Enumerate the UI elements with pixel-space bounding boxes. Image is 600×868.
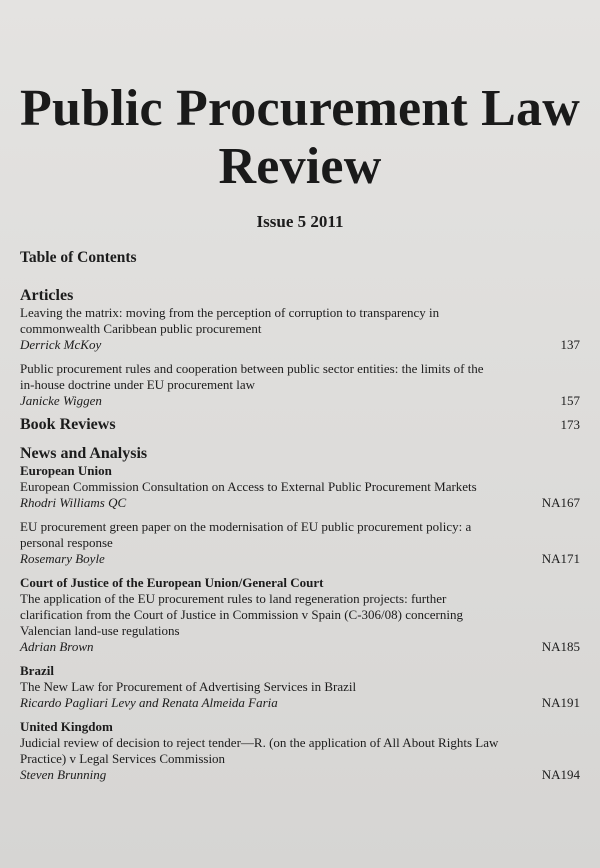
entry-page-number: 157 [560, 393, 580, 408]
entry-author: Derrick McKoy [20, 337, 102, 352]
book-reviews-page-number: 173 [560, 417, 580, 432]
journal-title-line2: Review [218, 138, 382, 195]
entry-author: Rosemary Boyle [20, 551, 105, 566]
entry-title: Public procurement rules and cooperation between public sector entities: the limits of the in-house doctrine under EU procurement law [20, 361, 484, 392]
news-group-heading: Brazil [20, 663, 54, 678]
entry-title: European Commission Consultation on Access to External Public Procurement Markets [20, 479, 477, 494]
journal-title [0, 80, 600, 196]
entry-title: EU procurement green paper on the modernisation of EU public procurement policy: a personal response [20, 519, 472, 550]
entry-title: The New Law for Procurement of Advertising Services in Brazil [20, 679, 357, 694]
toc-entry [20, 591, 580, 655]
issue-label: Issue 5 2011 [256, 212, 344, 231]
entry-title: Leaving the matrix: moving from the perception of corruption to transparency in commonwealth Caribbean public procurement [20, 305, 440, 336]
entry-author: Rhodri Williams QC [20, 495, 127, 510]
entry-page-number: NA171 [541, 551, 580, 566]
news-group-heading: Court of Justice of the European Union/General Court [20, 575, 324, 590]
toc-entry [20, 519, 580, 567]
entry-author: Janicke Wiggen [20, 393, 102, 408]
book-reviews-row [20, 415, 580, 434]
toc-entry [20, 479, 580, 511]
news-heading: News and Analysis [20, 445, 148, 462]
toc-entry [20, 361, 580, 409]
entry-title: The application of the EU procurement rules to land regeneration projects: further clarification from the Court of Justice in Commission v Spain (C-306/08) concerning Valencian land-use regulations [20, 591, 464, 638]
journal-title-line1: Public Procurement Law [20, 80, 580, 137]
entry-page-number: NA194 [541, 767, 580, 782]
entry-page-number: NA167 [541, 495, 580, 510]
entry-page-number: 137 [560, 337, 580, 352]
book-reviews-heading: Book Reviews [20, 416, 116, 433]
toc-content [20, 286, 580, 783]
entry-title: Judicial review of decision to reject tender—R. (on the application of All About Rights Law Practice) v Legal Services Commission [20, 735, 499, 766]
entry-page-number: NA185 [541, 639, 580, 654]
toc-entry [20, 679, 580, 711]
entry-page-number: NA191 [541, 695, 580, 710]
toc-entry [20, 735, 580, 783]
news-group-heading: United Kingdom [20, 719, 113, 734]
toc-heading: Table of Contents [20, 249, 137, 266]
entry-author: Adrian Brown [20, 639, 94, 654]
entry-author: Steven Brunning [20, 767, 107, 782]
news-group-heading: European Union [20, 463, 112, 478]
toc-entry [20, 305, 580, 353]
articles-heading: Articles [20, 287, 74, 304]
entry-author: Ricardo Pagliari Levy and Renata Almeida Faria [20, 695, 278, 710]
